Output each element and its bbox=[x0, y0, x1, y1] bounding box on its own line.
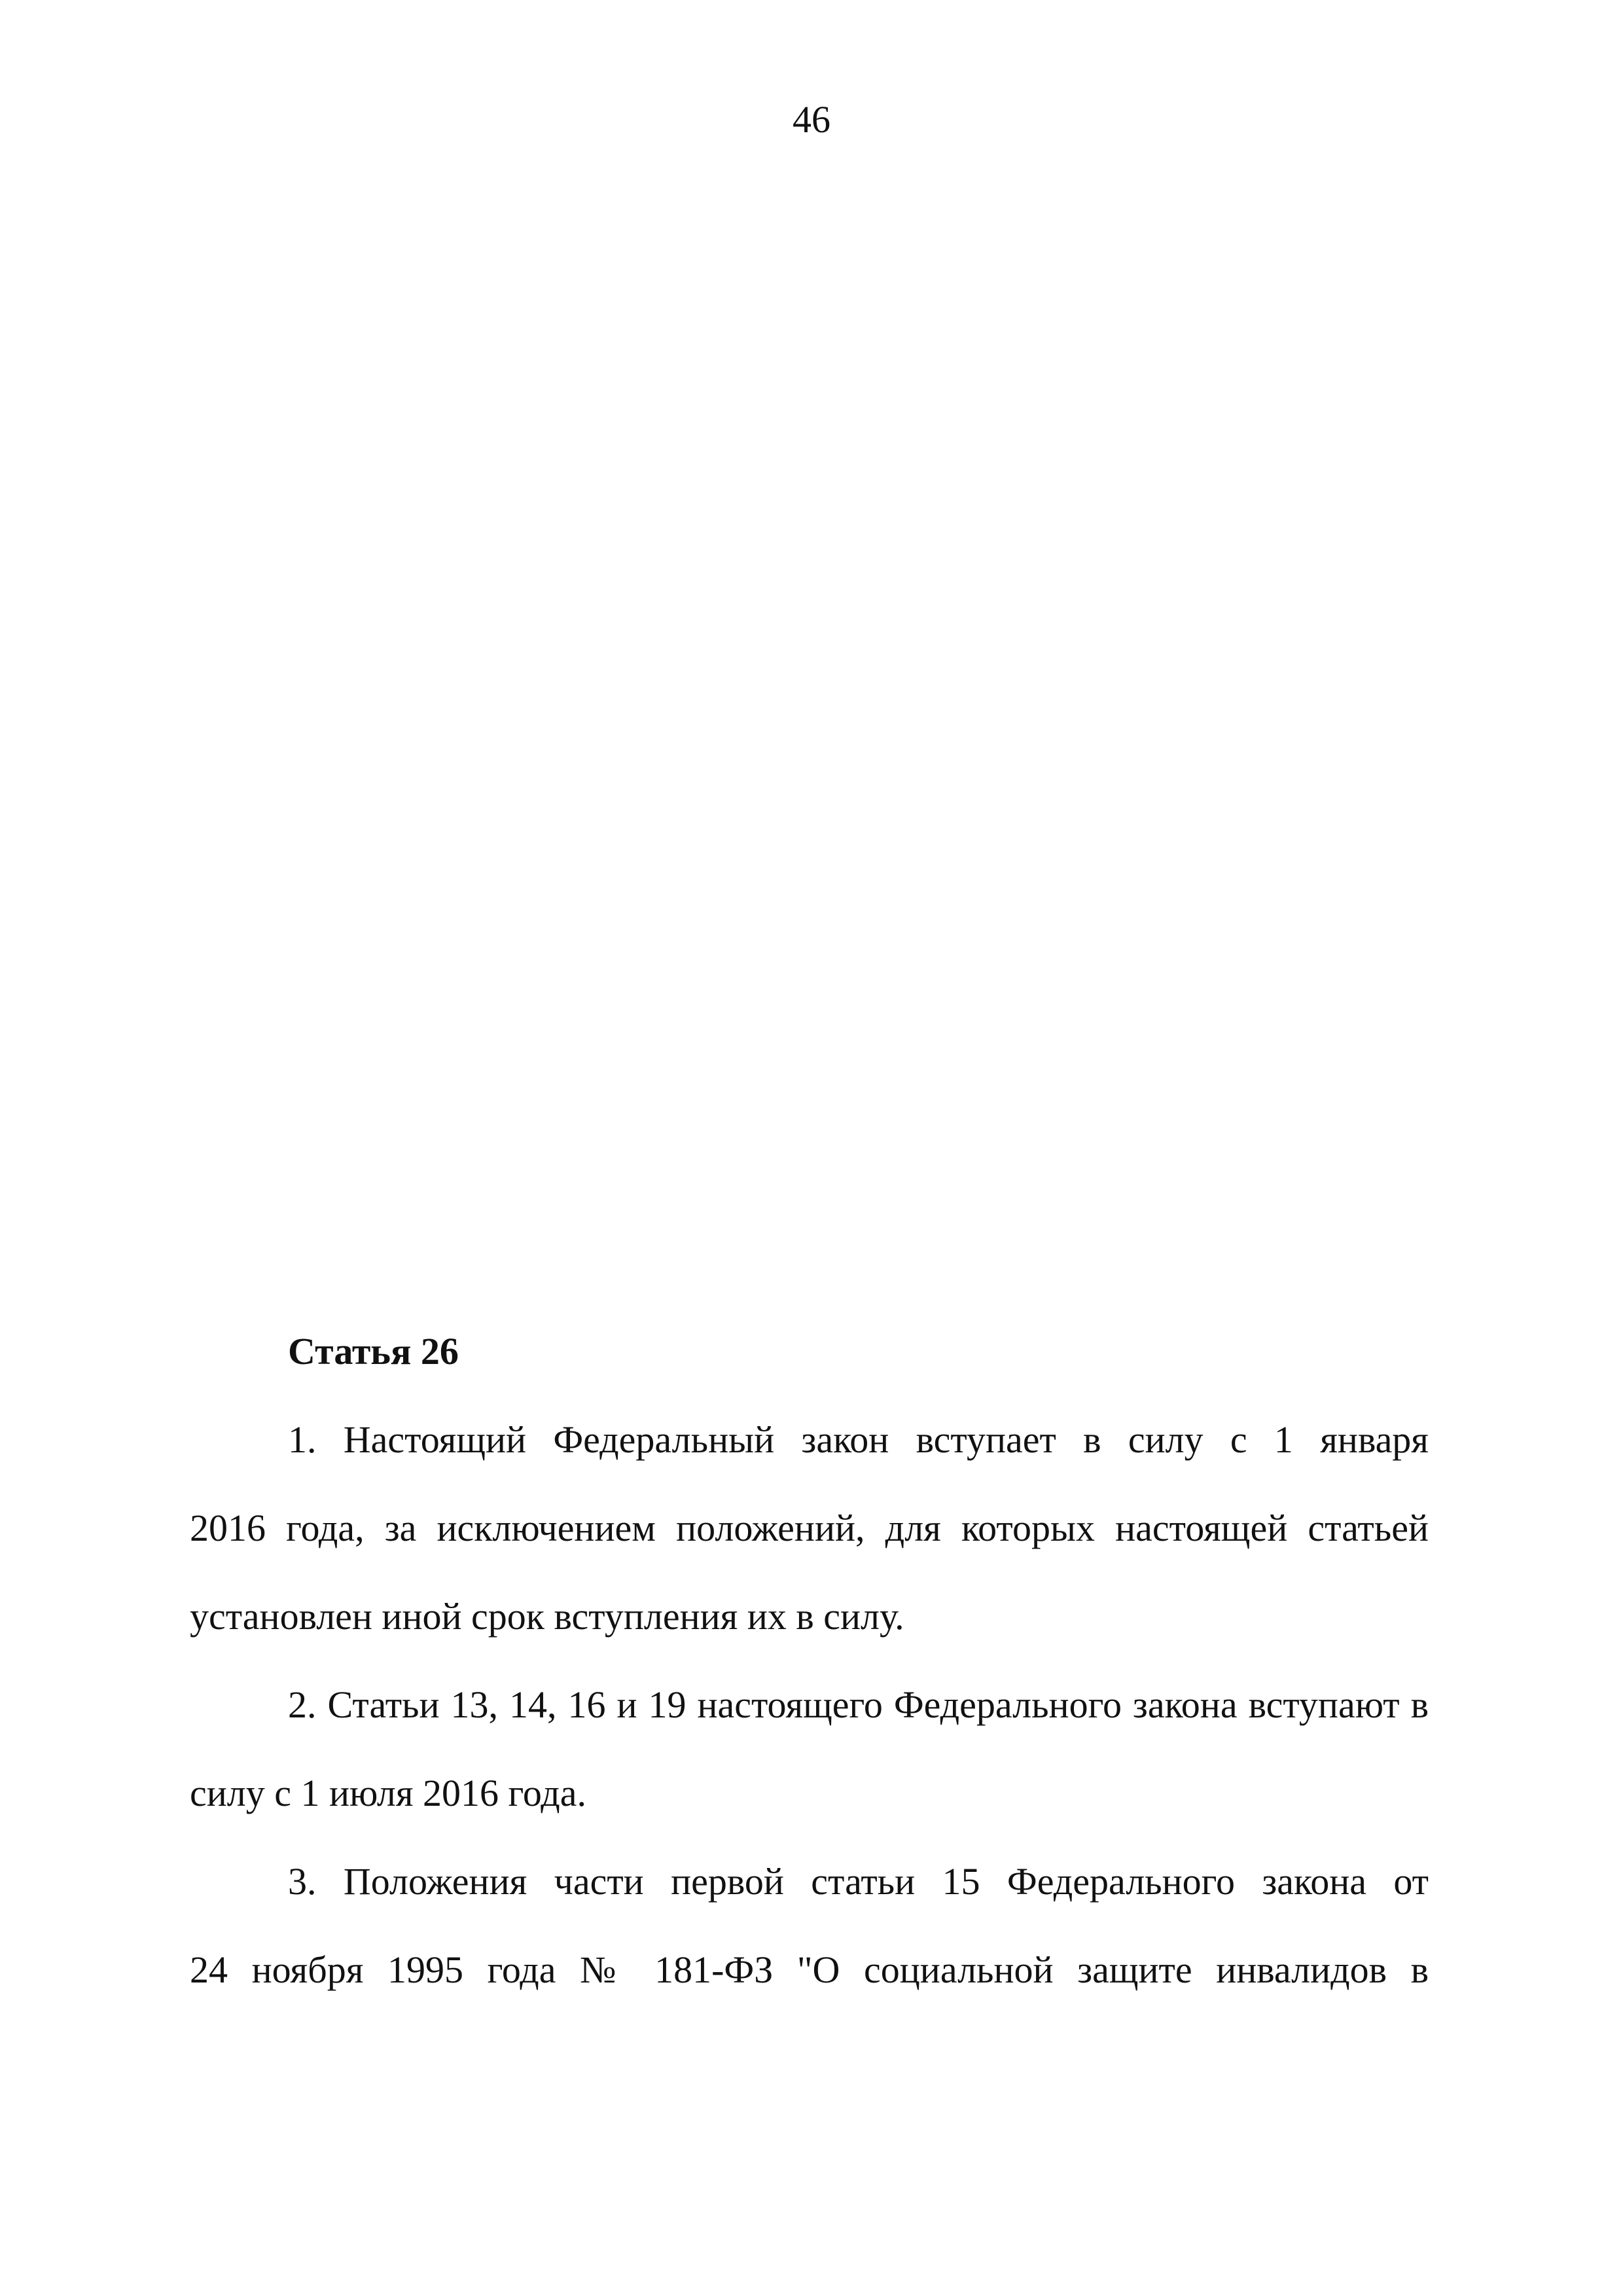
page-number: 46 bbox=[793, 98, 830, 141]
paragraph-1-line-2: 2016 года, за исключением положений, для которых настоящей статьей bbox=[190, 1507, 1429, 1549]
paragraph-2-line-1: 2. Статьи 13, 14, 16 и 19 настоящего Федерального закона вступают в bbox=[288, 1683, 1429, 1726]
paragraph-3-line-1: 3. Положения части первой статьи 15 Федерального закона от bbox=[288, 1860, 1429, 1903]
paragraph-1-line-1: 1. Настоящий Федеральный закон вступает в силу с 1 января bbox=[288, 1418, 1429, 1461]
article-title: Статья 26 bbox=[288, 1330, 459, 1372]
paragraph-3-line-2: 24 ноября 1995 года № 181-ФЗ "О социальной защите инвалидов в bbox=[190, 1948, 1429, 1991]
paragraph-2-line-2: силу с 1 июля 2016 года. bbox=[190, 1772, 586, 1814]
paragraph-1-line-3: установлен иной срок вступления их в силу. bbox=[190, 1595, 904, 1638]
